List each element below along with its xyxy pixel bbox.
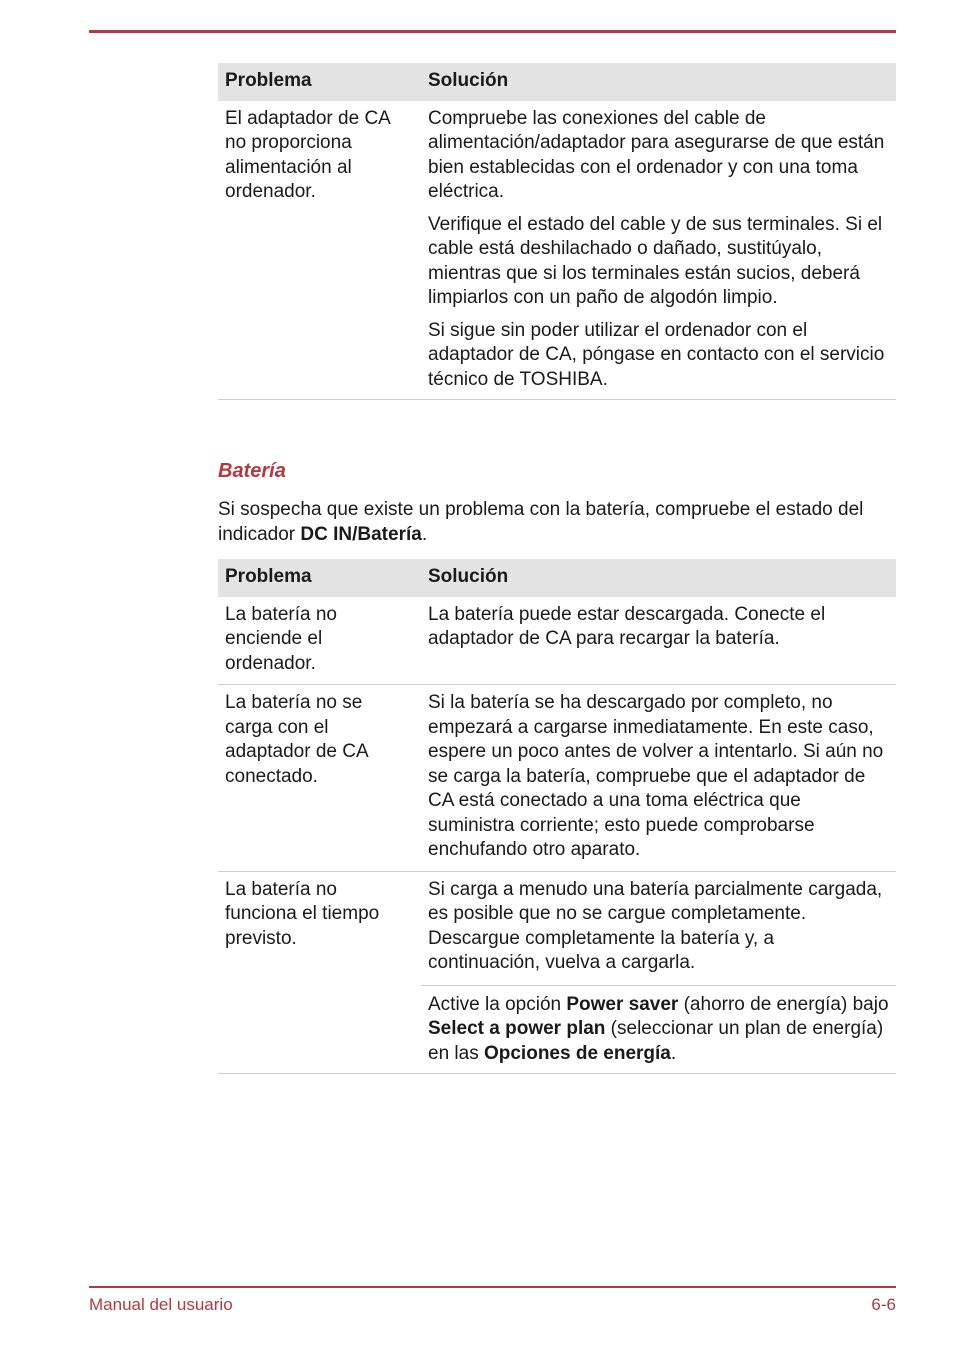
problem-cell: El adaptador de CA no proporciona alimentación al ordenador. (218, 101, 421, 400)
problem-cell: La batería no funciona el tiempo previsto. (218, 871, 421, 1074)
footer-manual-title: Manual del usuario (89, 1295, 233, 1314)
option-energy-options: Opciones de energía (483, 1042, 671, 1064)
battery-trouble-table (218, 559, 896, 1074)
solution-paragraph: Si carga a menudo una batería parcialmente cargada, es posible que no se cargue completamente. Descargue completamente la batería y, a continuación, vuelva a cargarla. (421, 872, 896, 986)
problem-cell: La batería no se carga con el adaptador de CA conectado. (218, 685, 421, 872)
table-row (218, 871, 896, 1074)
solution-cell (421, 871, 896, 1074)
solution-paragraph: Verifique el estado del cable y de sus terminales. Si el cable está deshilachado o dañado, sustitúyalo, mientras que si los terminales están sucios, deberá limpiarlos con un paño de algodón limpio. (428, 213, 883, 308)
solution-cell: Si la batería se ha descargado por completo, no empezará a cargarse inmediatamente. En este caso, espere un poco antes de volver a intentarlo. Si aún no se carga la batería, compruebe que el adaptador de CA está conectado a una toma eléctrica que suministra corriente; esto puede comprobarse enchufando otro aparato. (421, 685, 896, 872)
table-row (218, 597, 896, 685)
header-solution: Solución (421, 559, 896, 597)
solution-cell: La batería puede estar descargada. Conecte el adaptador de CA para recargar la batería. (421, 597, 896, 685)
adapter-trouble-table (218, 63, 896, 400)
option-power-plan: Select a power plan (428, 1018, 606, 1039)
solution-paragraph: Compruebe las conexiones del cable de alimentación/adaptador para asegurarse de que están bien establecidas con el ordenador y con una toma eléctrica. (428, 107, 885, 202)
indicator-name: DC IN/Batería (300, 523, 422, 545)
problem-cell: La batería no enciende el ordenador. (218, 597, 421, 685)
header-solution: Solución (421, 63, 896, 101)
section-intro: Si sospecha que existe un problema con la batería, compruebe el estado del indicador DC IN/Batería. (218, 499, 864, 545)
footer-rule (89, 1286, 896, 1288)
solution-paragraph: Active la opción Power saver (ahorro de energía) bajo Select a power plan (seleccionar un plan de energía) en las Opciones de energía. (428, 993, 889, 1064)
solution-cell (421, 101, 896, 400)
section-title: Batería (218, 460, 286, 482)
table-row (218, 685, 896, 872)
header-problem: Problema (218, 63, 421, 101)
solution-paragraph: Si sigue sin poder utilizar el ordenador con el adaptador de CA, póngase en contacto con el servicio técnico de TOSHIBA. (428, 319, 885, 390)
page-number: 6-6 (871, 1295, 896, 1314)
header-problem: Problema (218, 559, 421, 597)
option-power-saver: Power saver (566, 993, 679, 1015)
header-rule (89, 30, 896, 33)
table-row (218, 101, 896, 400)
